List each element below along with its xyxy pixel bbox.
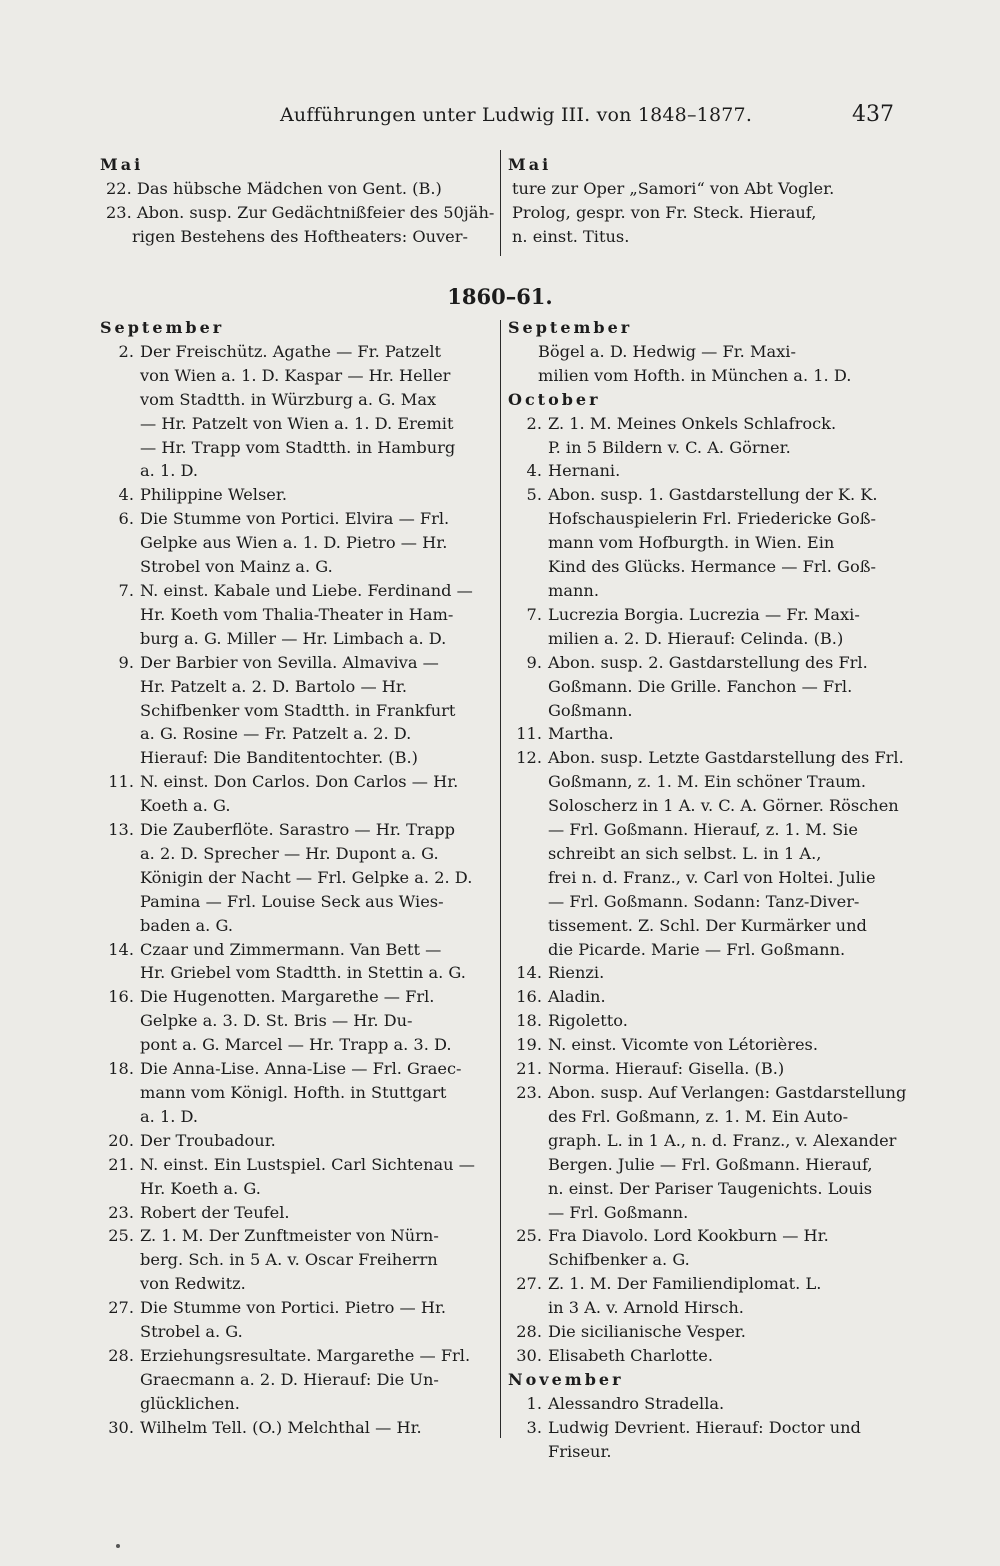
text-line: Gelpke a. 3. D. St. Bris — Hr. Du- [140,1011,413,1031]
right-main-column [508,316,907,1464]
text-line: Kind des Glücks. Hermance — Frl. Goß- [548,557,876,577]
entry-number: 2. [526,413,542,433]
entry-number: 30. [108,1417,134,1437]
entry-text: Abon. susp. 1. Gastdarstellung der K. K. [548,485,878,505]
entry-number: 11. [108,772,134,792]
text-line: glücklichen. [140,1393,240,1413]
entry-first-line [512,1392,904,1416]
entry-number: 27. [516,1274,542,1294]
entry-first-line [104,1224,496,1248]
entry-first-line [104,651,496,675]
entry-number: 7. [526,604,542,624]
entry-text: Die sicilianische Vesper. [548,1322,746,1342]
column-divider [500,150,501,256]
entry-first-line [512,603,904,627]
entry-first-line [104,1057,496,1081]
text-line: rigen Bestehens des Hoftheaters: Ouver- [132,226,468,246]
entry-first-line [512,1057,904,1081]
entry-first-line [512,1033,904,1057]
text-line: milien vom Hofth. in München a. 1. D. [538,365,852,385]
top-left-column [100,153,496,249]
entry-text: Martha. [548,724,614,744]
entry-number: 18. [108,1059,134,1079]
entry-text: Abon. susp. Auf Verlangen: Gastdarstellung [548,1083,907,1102]
text-line: graph. L. in 1 A., n. d. Franz., v. Alexander [548,1130,897,1150]
entry-number: 7. [118,580,134,600]
entry-number: 23. [516,1083,542,1102]
entry-number: 2. [118,341,134,361]
entry-first-line [512,961,904,985]
text-line: Graecmann a. 2. D. Hierauf: Die Un- [140,1369,439,1389]
text-line: Hierauf: Die Banditentochter. (B.) [140,748,418,768]
month-heading: November [508,1369,624,1389]
text-line: — Frl. Goßmann. [548,1202,689,1222]
entry-first-line [104,1344,496,1368]
entry-first-line [512,651,904,675]
text-line: pont a. G. Marcel — Hr. Trapp a. 3. D. [140,1035,452,1055]
page-number: 437 [852,102,894,127]
entry-text: Der Freischütz. Agathe — Fr. Patzelt [140,341,442,361]
entry-first-line [104,985,496,1009]
entry-number: 4. [118,485,134,505]
entry-text: Abon. susp. 2. Gastdarstellung des Frl. [548,652,868,672]
text-line: 22. Das hübsche Mädchen von Gent. (B.) [106,178,442,198]
text-line: von Redwitz. [140,1274,246,1294]
entry-text: Z. 1. M. Der Zunftmeister von Nürn- [140,1226,439,1246]
text-line: — Hr. Trapp vom Stadtth. in Hamburg [140,437,456,457]
entry-text: N. einst. Vicomte von Létorières. [548,1035,818,1055]
text-line: a. 1. D. [140,1106,199,1126]
column-divider [500,320,501,1438]
entry-text: Z. 1. M. Der Familiendiplomat. L. [548,1274,822,1294]
text-line: baden a. G. [140,915,233,935]
entry-first-line [104,1416,496,1440]
text-line: mann. [548,580,599,600]
entry-number: 30. [516,1345,542,1365]
entry-text: Rigoletto. [548,1011,628,1031]
text-line: Strobel a. G. [140,1322,243,1342]
entry-first-line [104,818,496,842]
entry-first-line [104,579,496,603]
entry-number: 25. [108,1226,134,1246]
text-line: schreibt an sich selbst. L. in 1 A., [548,843,822,863]
text-line: Schifbenker vom Stadtth. in Frankfurt [140,700,456,720]
text-line: Pamina — Frl. Louise Seck aus Wies- [140,891,444,911]
text-line: vom Stadtth. in Würzburg a. G. Max [140,389,437,409]
text-line: die Picarde. Marie — Frl. Goßmann. [548,939,846,959]
entry-text: Philippine Welser. [140,485,287,505]
text-line: — Frl. Goßmann. Hierauf, z. 1. M. Sie [548,820,858,840]
text-line: mann vom Königl. Hofth. in Stuttgart [140,1083,447,1102]
entry-text: Aladin. [548,987,606,1007]
month-heading: September [508,318,633,337]
text-line: Goßmann, z. 1. M. Ein schöner Traum. [548,772,867,792]
entry-text: Erziehungsresultate. Margarethe — Frl. [140,1345,471,1365]
text-line: Koeth a. G. [140,796,231,816]
entry-text: Die Zauberflöte. Sarastro — Hr. Trapp [140,820,455,840]
entry-text: Robert der Teufel. [140,1202,290,1222]
entry-text: Hernani. [548,461,621,481]
entry-number: 13. [108,820,134,840]
text-line: Goßmann. Die Grille. Fanchon — Frl. [548,676,853,696]
text-line: a. G. Rosine — Fr. Patzelt a. 2. D. [140,724,412,744]
entry-text: Norma. Hierauf: Gisella. (B.) [548,1059,785,1079]
text-line: a. 1. D. [140,461,199,481]
text-line: n. einst. Titus. [512,226,630,246]
entry-first-line [512,1009,904,1033]
text-line: tissement. Z. Schl. Der Kurmärker und [548,915,867,935]
entry-first-line [512,1272,904,1296]
entry-text: Der Barbier von Sevilla. Almaviva — [140,652,439,672]
entry-number: 6. [118,509,134,529]
text-line: frei n. d. Franz., v. Carl von Holtei. Julie [548,867,876,887]
entry-text: Abon. susp. Letzte Gastdarstellung des Frl. [548,748,904,768]
text-line: n. einst. Der Pariser Taugenichts. Louis [548,1178,873,1198]
entry-first-line [104,507,496,531]
text-line: Hr. Koeth vom Thalia-Theater in Ham- [140,604,454,624]
entry-number: 14. [516,963,542,983]
entry-first-line [104,770,496,794]
entry-first-line [512,1224,904,1248]
entry-first-line [104,1296,496,1320]
entry-text: Rienzi. [548,963,605,983]
entry-text: N. einst. Don Carlos. Don Carlos — Hr. [140,772,459,792]
entry-first-line [512,722,904,746]
entry-first-line [104,938,496,962]
entry-first-line [104,1153,496,1177]
entry-text: Czaar und Zimmermann. Van Bett — [140,939,442,959]
entry-text: Z. 1. M. Meines Onkels Schlafrock. [548,413,837,433]
text-line: Bergen. Julie — Frl. Goßmann. Hierauf, [548,1154,873,1174]
text-line: Hr. Griebel vom Stadtth. in Stettin a. G. [140,963,466,983]
text-line: milien a. 2. D. Hierauf: Celinda. (B.) [548,628,844,648]
entry-number: 20. [108,1130,134,1150]
entry-number: 28. [108,1345,134,1365]
top-right-column [508,153,904,249]
entry-number: 23. [108,1202,134,1222]
text-line: Soloscherz in 1 A. v. C. A. Görner. Röschen [548,796,899,816]
entry-number: 14. [108,939,134,959]
text-line: Hr. Koeth a. G. [140,1178,261,1198]
entry-first-line [512,985,904,1009]
entry-text: N. einst. Ein Lustspiel. Carl Sichtenau — [140,1154,475,1174]
entry-first-line [512,1081,907,1105]
text-line: 23. Abon. susp. Zur Gedächtnißfeier des 50jäh- [106,202,495,222]
entry-number: 11. [516,724,542,744]
text-line: Königin der Nacht — Frl. Gelpke a. 2. D. [140,867,473,887]
entry-number: 3. [526,1417,542,1437]
entry-text: Lucrezia Borgia. Lucrezia — Fr. Maxi- [548,604,860,624]
entry-first-line [104,340,496,364]
entry-text: Der Troubadour. [140,1130,276,1150]
entry-text: Die Anna-Lise. Anna-Lise — Frl. Graec- [140,1059,462,1079]
entry-number: 5. [526,485,542,505]
month-heading: October [508,389,601,409]
entry-text: Elisabeth Charlotte. [548,1345,714,1365]
entry-text: N. einst. Kabale und Liebe. Ferdinand — [140,580,473,600]
entry-number: 21. [108,1154,134,1174]
text-line: — Hr. Patzelt von Wien a. 1. D. Eremit [140,413,454,433]
text-line: berg. Sch. in 5 A. v. Oscar Freiherrn [140,1250,438,1270]
entry-text: Die Hugenotten. Margarethe — Frl. [140,987,435,1007]
text-line: P. in 5 Bildern v. C. A. Görner. [548,437,791,457]
entry-first-line [512,1416,904,1440]
text-line: Hr. Patzelt a. 2. D. Bartolo — Hr. [140,676,408,696]
print-speck [116,1544,120,1548]
entry-text: Die Stumme von Portici. Pietro — Hr. [140,1298,447,1318]
text-line: in 3 A. v. Arnold Hirsch. [548,1298,744,1318]
text-line: — Frl. Goßmann. Sodann: Tanz-Diver- [548,891,860,911]
text-line: Gelpke aus Wien a. 1. D. Pietro — Hr. [140,533,448,553]
entry-text: Wilhelm Tell. (O.) Melchthal — Hr. [140,1417,422,1437]
entry-number: 19. [516,1035,542,1055]
entry-number: 18. [516,1011,542,1031]
text-line: Hofschauspielerin Frl. Friedericke Goß- [548,509,876,529]
entry-number: 28. [516,1322,542,1342]
running-header: Aufführungen unter Ludwig III. von 1848–1877. [280,104,753,126]
entry-number: 12. [516,748,542,768]
month-heading: September [100,318,225,337]
entry-first-line [104,1129,496,1153]
text-line: von Wien a. 1. D. Kaspar — Hr. Heller [140,365,451,385]
entry-number: 27. [108,1298,134,1318]
text-line: ture zur Oper „Samori“ von Abt Vogler. [512,178,835,198]
entry-number: 16. [516,987,542,1007]
entry-first-line [512,1344,904,1368]
entry-first-line [512,412,904,436]
entry-text: Fra Diavolo. Lord Kookburn — Hr. [548,1226,829,1246]
text-line: Strobel von Mainz a. G. [140,557,333,577]
entry-number: 21. [516,1059,542,1079]
text-line: Bögel a. D. Hedwig — Fr. Maxi- [538,341,796,361]
text-line: a. 2. D. Sprecher — Hr. Dupont a. G. [140,843,439,863]
entry-number: 25. [516,1226,542,1246]
season-heading: 1860–61. [447,284,553,309]
entry-text: Die Stumme von Portici. Elvira — Frl. [140,509,450,529]
text-line: Friseur. [548,1441,612,1461]
entry-number: 9. [118,652,134,672]
text-line: Goßmann. [548,700,633,720]
text-line: burg a. G. Miller — Hr. Limbach a. D. [140,628,447,648]
entry-first-line [512,1320,904,1344]
entry-first-line [104,483,496,507]
month-heading: Mai [100,155,144,174]
entry-text: Alessandro Stradella. [548,1393,725,1413]
entry-first-line [512,459,904,483]
left-main-column [100,316,496,1440]
entry-number: 9. [526,652,542,672]
text-line: mann vom Hofburgth. in Wien. Ein [548,533,835,553]
entry-number: 4. [526,461,542,481]
month-heading: Mai [508,155,552,174]
text-line: Prolog, gespr. von Fr. Steck. Hierauf, [512,202,817,222]
entry-text: Ludwig Devrient. Hierauf: Doctor und [548,1417,861,1437]
text-line: des Frl. Goßmann, z. 1. M. Ein Auto- [548,1106,849,1126]
entry-number: 16. [108,987,134,1007]
entry-number: 1. [526,1393,542,1413]
entry-first-line [512,483,904,507]
entry-first-line [512,746,904,770]
text-line: Schifbenker a. G. [548,1250,690,1270]
entry-first-line [104,1201,496,1225]
